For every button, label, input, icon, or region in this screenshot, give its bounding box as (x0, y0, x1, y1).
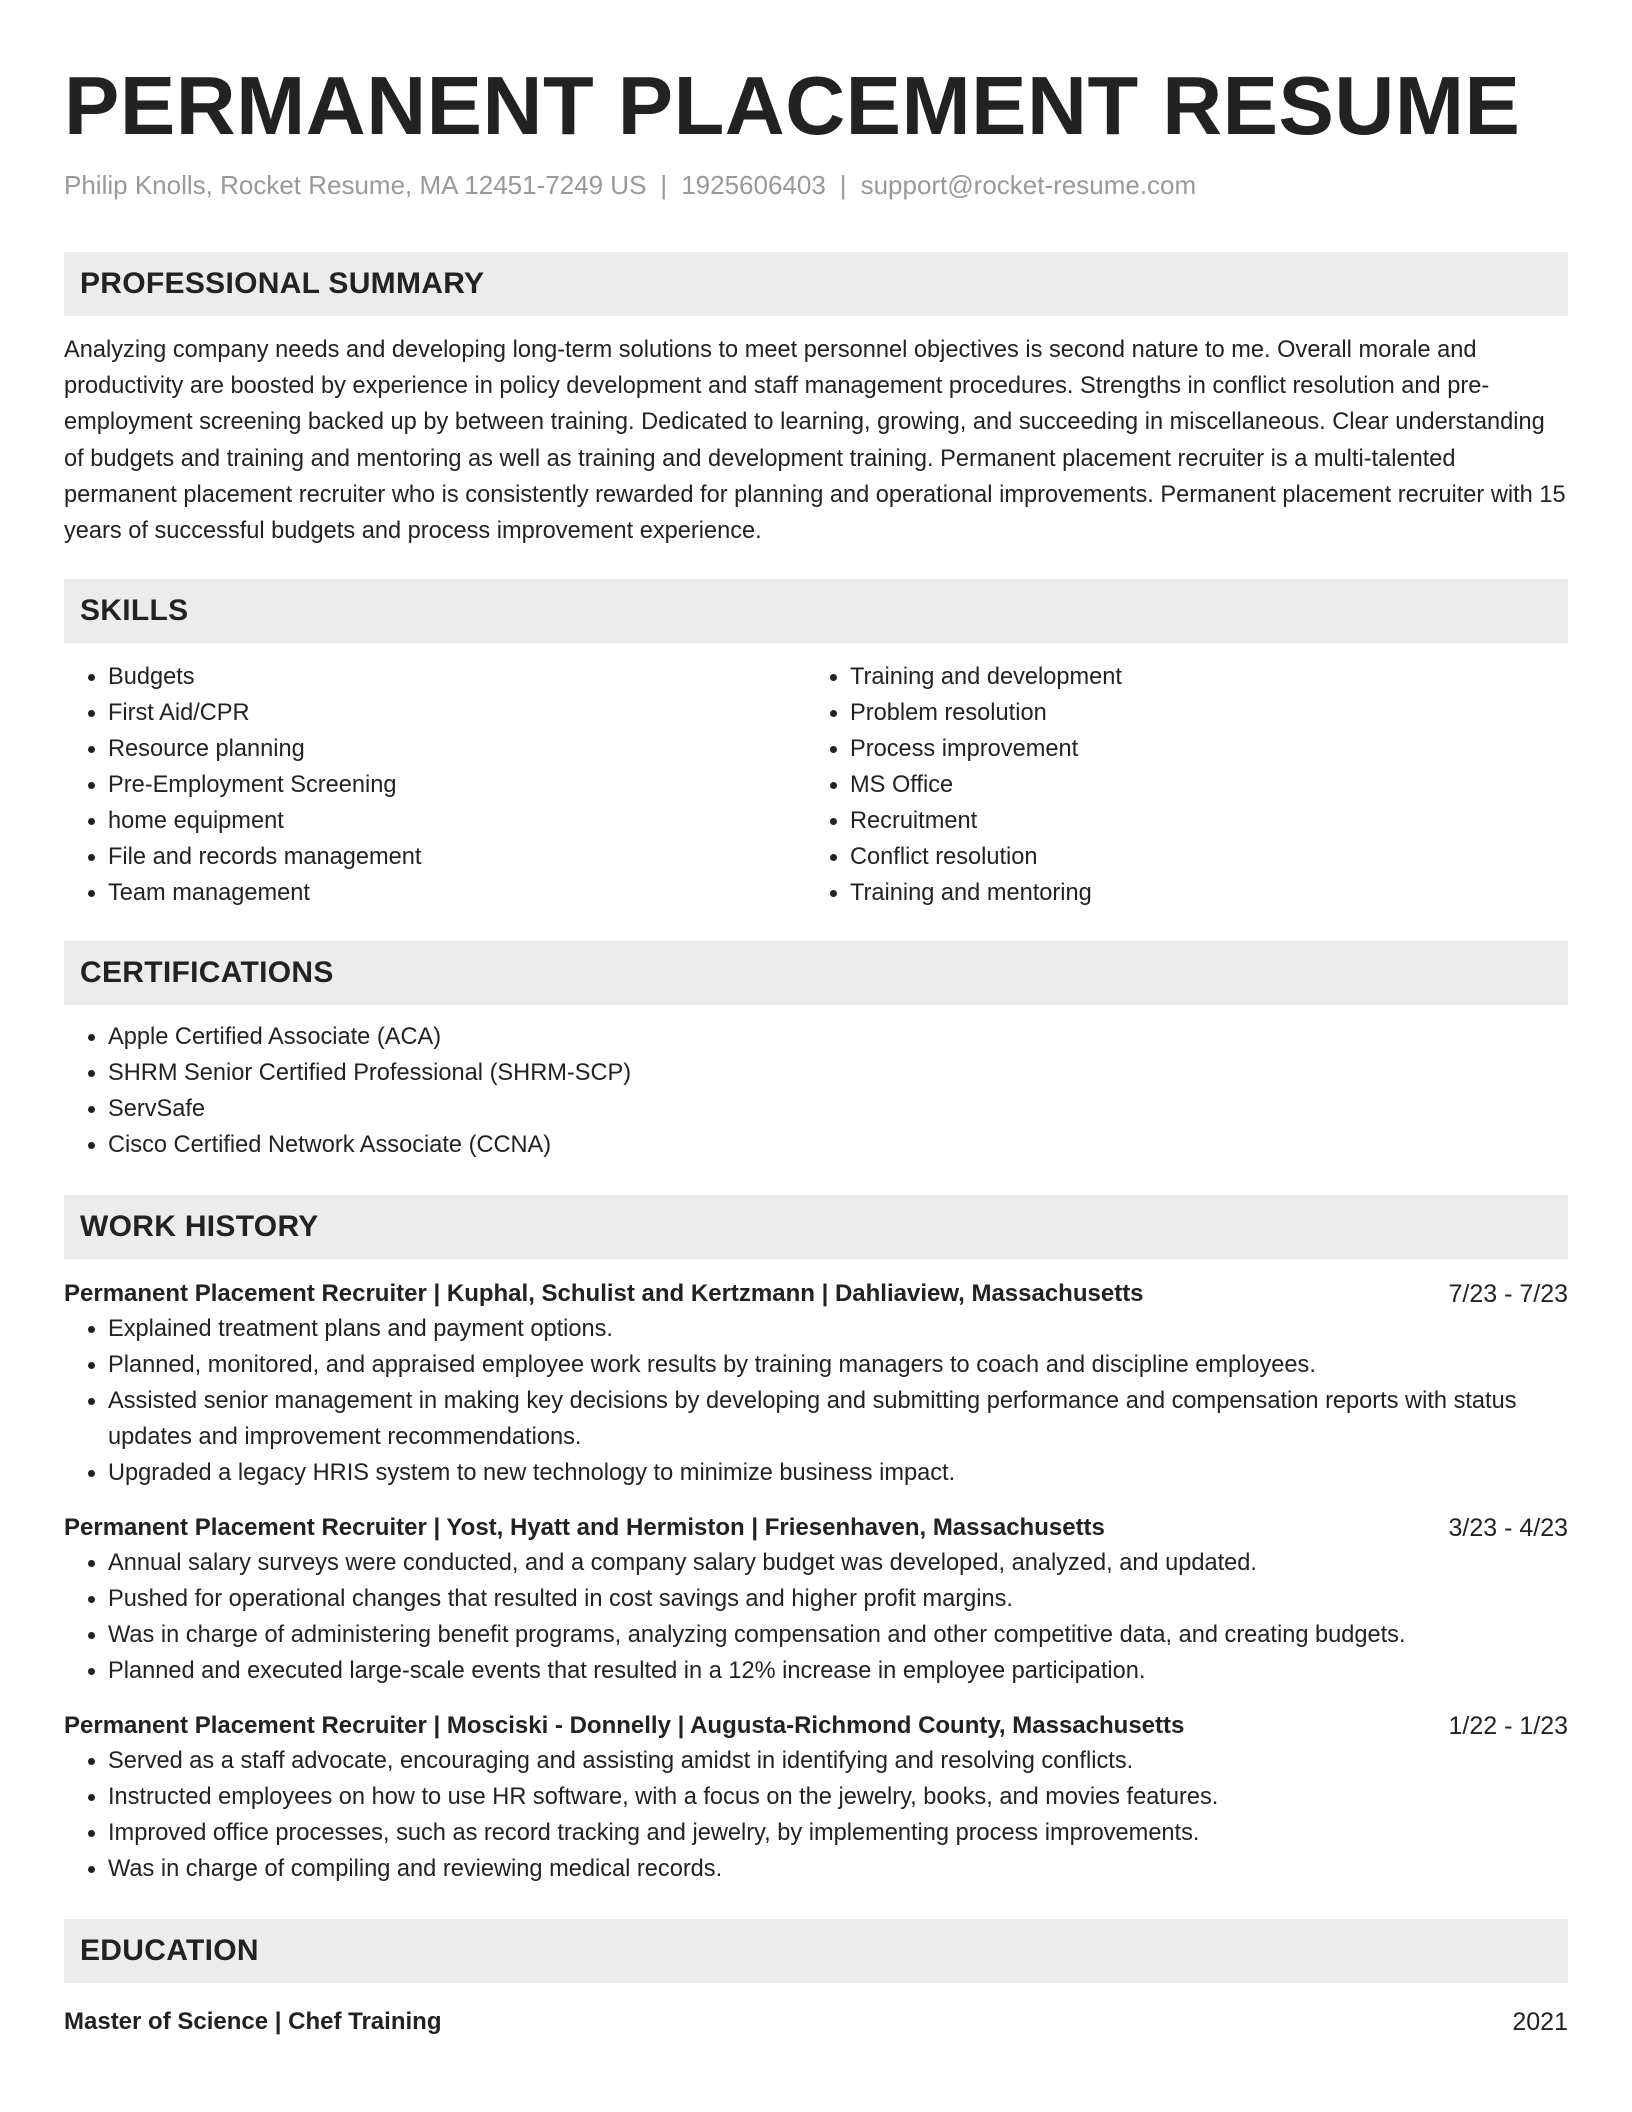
job-header (64, 1277, 1568, 1311)
certifications-list (64, 1019, 1568, 1163)
contact-email[interactable]: support@rocket-resume.com (860, 170, 1197, 200)
contact-separator: | (660, 170, 668, 200)
resume-title: PERMANENT PLACEMENT RESUME (64, 59, 1521, 152)
skills-column-left (64, 659, 806, 911)
education-year: 2021 (1512, 2008, 1568, 2037)
job-dates: 7/23 - 7/23 (1448, 1280, 1568, 1309)
certification-item: • SHRM Senior Certified Professional (SHRM-SCP) (108, 1055, 1568, 1091)
job-bullet: • Explained treatment plans and payment options. (108, 1311, 1568, 1347)
skill-item: • MS Office (850, 767, 1548, 803)
skill-item: • Team management (108, 875, 806, 911)
skills-columns (64, 659, 1568, 911)
skill-item: • Budgets (108, 659, 806, 695)
job-bullet: • Was in charge of administering benefit programs, analyzing compensation and other competitive data, and creating budgets. (108, 1617, 1568, 1653)
job-bullet: • Was in charge of compiling and reviewing medical records. (108, 1851, 1568, 1887)
job-bullet: • Upgraded a legacy HRIS system to new technology to minimize business impact. (108, 1455, 1568, 1491)
skill-item: • Problem resolution (850, 695, 1548, 731)
job-bullet-list (64, 1743, 1568, 1887)
job-header (64, 1709, 1568, 1743)
contact-separator: | (839, 170, 847, 200)
job-bullet: • Pushed for operational changes that resulted in cost savings and higher profit margins. (108, 1581, 1568, 1617)
job-title: Permanent Placement Recruiter | Mosciski - Donnelly | Augusta-Richmond County, Massachusetts (64, 1712, 1185, 1740)
job-dates: 1/22 - 1/23 (1448, 1712, 1568, 1741)
job-bullet: • Improved office processes, such as record tracking and jewelry, by implementing process improvements. (108, 1815, 1568, 1851)
job-entry (64, 1511, 1568, 1689)
job-entry (64, 1709, 1568, 1887)
skill-item: • Process improvement (850, 731, 1548, 767)
skill-item: • Training and development (850, 659, 1548, 695)
section-heading-summary: PROFESSIONAL SUMMARY (64, 252, 1568, 316)
certifications-block (64, 1019, 1568, 1163)
contact-phone: 1925606403 (681, 170, 826, 200)
education-title: Master of Science | Chef Training (64, 2008, 442, 2036)
job-bullet-list (64, 1311, 1568, 1491)
contact-line (64, 168, 1568, 202)
skills-list-left (64, 659, 806, 911)
job-bullet: • Instructed employees on how to use HR software, with a focus on the jewelry, books, and movies features. (108, 1779, 1568, 1815)
skill-item: • Training and mentoring (850, 875, 1548, 911)
job-header (64, 1511, 1568, 1545)
skill-item: • home equipment (108, 803, 806, 839)
certification-item: • ServSafe (108, 1091, 1568, 1127)
certification-item: • Apple Certified Associate (ACA) (108, 1019, 1568, 1055)
job-bullet: • Planned and executed large-scale events that resulted in a 12% increase in employee participation. (108, 1653, 1568, 1689)
job-bullet: • Assisted senior management in making key decisions by developing and submitting performance and compensation reports with status updates and improvement recommendations. (108, 1383, 1568, 1455)
skill-item: • Resource planning (108, 731, 806, 767)
section-heading-education: EDUCATION (64, 1919, 1568, 1983)
summary-text: Analyzing company needs and developing long-term solutions to meet personnel objectives is second nature to me. Overall morale and productivity are boosted by experience in policy development and staff management procedures. Strengths in conflict resolution and pre-employment screening backed up by between training. Dedicated to learning, growing, and succeeding in miscellaneous. Clear understanding of budgets and training and mentoring as well as training and development training. Permanent placement recruiter is a multi-talented permanent placement recruiter who is consistently rewarded for planning and operational improvements. Permanent placement recruiter with 15 years of successful budgets and process improvement experience. (64, 337, 1566, 545)
job-bullet: • Annual salary surveys were conducted, and a company salary budget was developed, analyzed, and updated. (108, 1545, 1568, 1581)
section-heading-certifications: CERTIFICATIONS (64, 941, 1568, 1005)
skill-item: • Recruitment (850, 803, 1548, 839)
job-title: Permanent Placement Recruiter | Yost, Hyatt and Hermiston | Friesenhaven, Massachusetts (64, 1514, 1105, 1542)
job-bullet: • Planned, monitored, and appraised employee work results by training managers to coach and discipline employees. (108, 1347, 1568, 1383)
job-title: Permanent Placement Recruiter | Kuphal, Schulist and Kertzmann | Dahliaview, Massachusetts (64, 1280, 1144, 1308)
section-heading-work-history: WORK HISTORY (64, 1195, 1568, 1259)
job-bullet-list (64, 1545, 1568, 1689)
education-entry (64, 2005, 1568, 2039)
certification-item: • Cisco Certified Network Associate (CCNA) (108, 1127, 1568, 1163)
skill-item: • Conflict resolution (850, 839, 1548, 875)
skill-item: • File and records management (108, 839, 806, 875)
job-bullet: • Served as a staff advocate, encouraging and assisting amidst in identifying and resolving conflicts. (108, 1743, 1568, 1779)
resume-page (64, 0, 1568, 2039)
skills-list-right (806, 659, 1548, 911)
skills-column-right (806, 659, 1548, 911)
skill-item: • Pre-Employment Screening (108, 767, 806, 803)
job-entry (64, 1277, 1568, 1491)
section-heading-skills: SKILLS (64, 579, 1568, 643)
skill-item: • First Aid/CPR (108, 695, 806, 731)
job-dates: 3/23 - 4/23 (1448, 1514, 1568, 1543)
contact-address: Philip Knolls, Rocket Resume, MA 12451-7249 US (64, 170, 647, 200)
